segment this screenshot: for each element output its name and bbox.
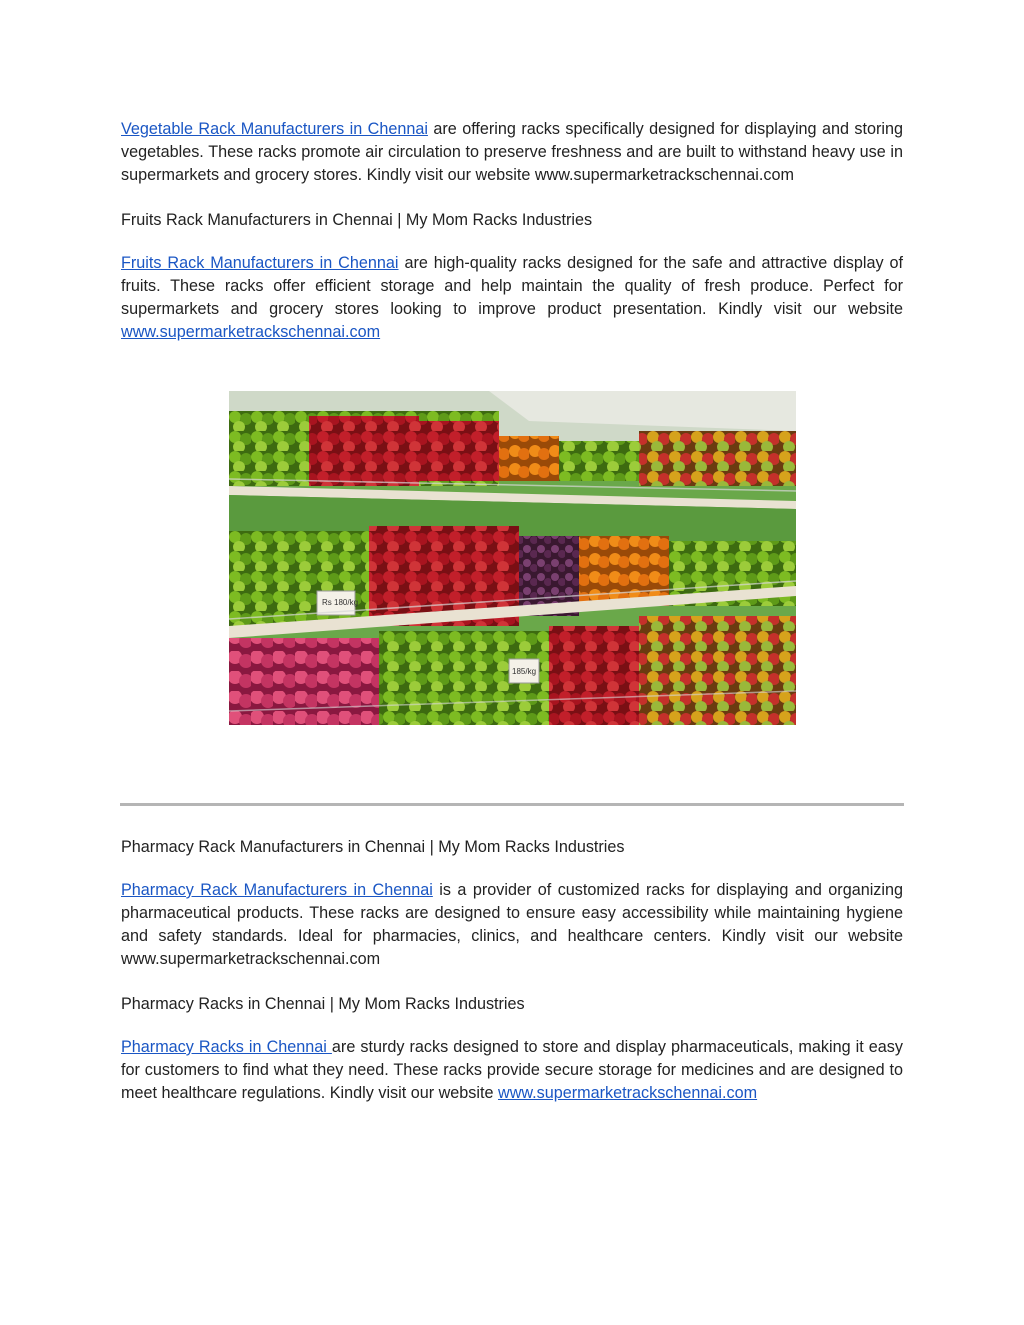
link-pharmacy-rack-manufacturers[interactable]: Pharmacy Rack Manufacturers in Chennai: [121, 881, 433, 899]
paragraph-text: is a provider of customized racks for displaying and organizing pharmaceutical products. These racks are designed to ensure easy accessibility while maintaining hygiene and safety standards. Ideal for pharmacies, clinics, and healthcare centers. Kindly visit our website www.supermarketrackschennai.com: [121, 881, 903, 968]
document-bottom: [121, 836, 903, 1105]
paragraph-pharmacy-racks: [121, 1036, 903, 1105]
document-top: [121, 118, 903, 344]
price-tag-1: Rs 180/kg: [322, 598, 359, 607]
horizontal-divider: [120, 803, 904, 806]
heading-fruits-rack: Fruits Rack Manufacturers in Chennai | My Mom Racks Industries: [121, 211, 593, 229]
paragraph-text: are offering racks specifically designed for displaying and storing vegetables. These racks promote air circulation to preserve freshness and are built to withstand heavy use in supermarkets and grocery stores. Kindly visit our website www.supermarketrackschennai.com: [121, 120, 903, 184]
paragraph-pharmacy-rack-manufacturers: [121, 879, 903, 971]
link-website[interactable]: www.supermarketrackschennai.com: [498, 1084, 758, 1102]
link-vegetable-rack-manufacturers[interactable]: Vegetable Rack Manufacturers in Chennai: [121, 120, 428, 138]
paragraph-text: are sturdy racks designed to store and display pharmaceuticals, making it easy for customers to find what they need. These racks provide secure storage for medicines and are designed to meet healthcare regulations. Kindly visit our website: [121, 1038, 903, 1102]
link-fruits-rack-manufacturers[interactable]: Fruits Rack Manufacturers in Chennai: [121, 254, 399, 272]
fruit-rack-image: [229, 391, 796, 725]
heading-pharmacy-racks: Pharmacy Racks in Chennai | My Mom Racks Industries: [121, 995, 525, 1013]
link-website[interactable]: www.supermarketrackschennai.com: [121, 323, 381, 341]
link-pharmacy-racks-in-chennai[interactable]: Pharmacy Racks in Chennai: [121, 1038, 332, 1056]
paragraph-fruits-racks: [121, 252, 903, 344]
paragraph-vegetable-racks: [121, 118, 903, 187]
heading-pharmacy-rack-manufacturers: Pharmacy Rack Manufacturers in Chennai | My Mom Racks Industries: [121, 838, 625, 856]
fruit-rack-photo: [229, 391, 796, 725]
price-tag-2: 185/kg: [512, 667, 537, 676]
paragraph-text: are high-quality racks designed for the safe and attractive display of fruits. These racks offer efficient storage and help maintain the quality of fresh produce. Perfect for supermarkets and grocery stores looking to improve product presentation. Kindly visit our website: [121, 254, 904, 318]
